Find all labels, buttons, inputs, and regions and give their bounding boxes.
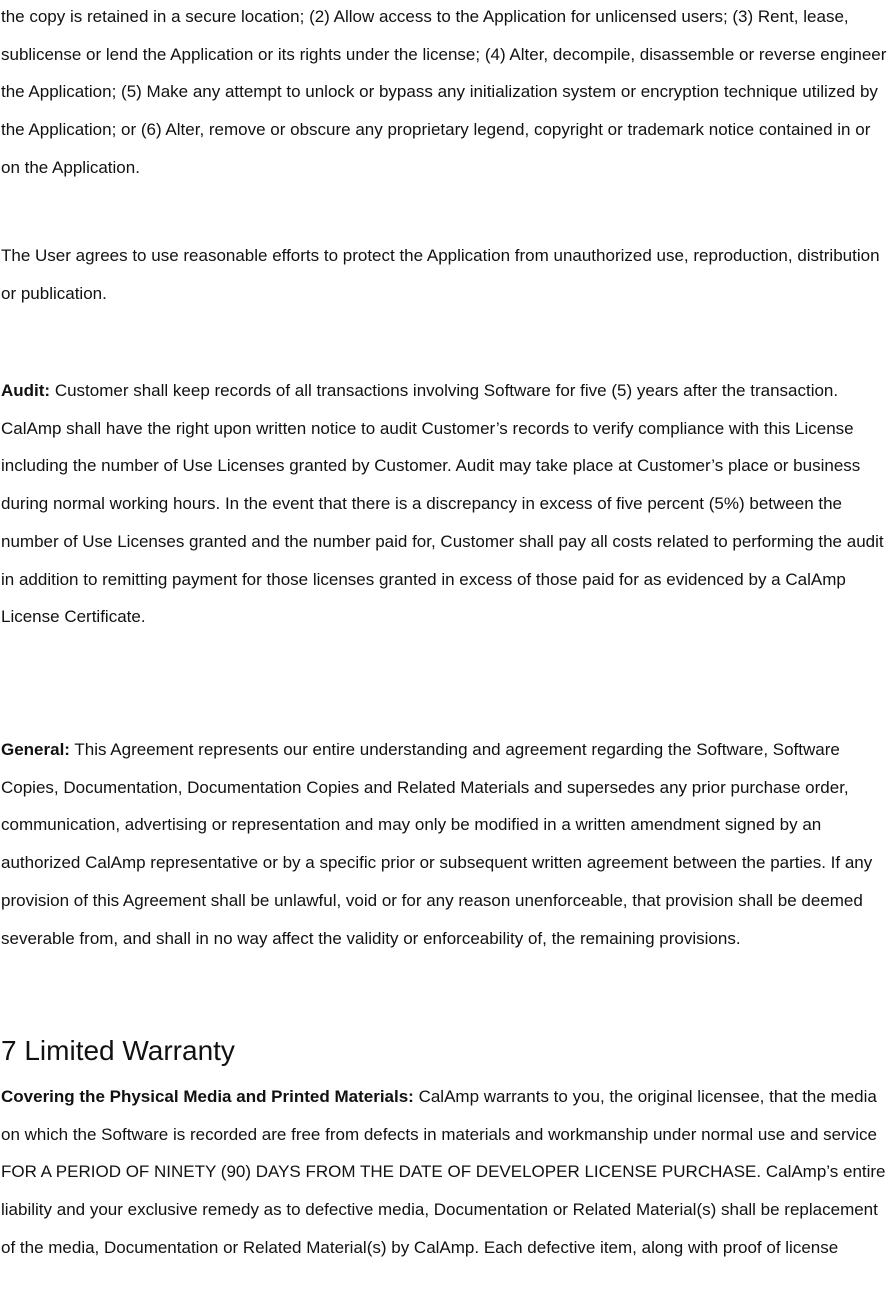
protection-paragraph bbox=[1, 237, 893, 312]
general-label: General: bbox=[1, 740, 70, 759]
general-text: This Agreement represents our entire understanding and agreement regarding the Software, Software Copies, Documentation, Documentation Copies and Related Materials and supersedes any prior purchase order, communication, advertising or representation and may only be modified in a written amendment signed by an authorized CalAmp representative or by a specific prior or subsequent written agreement between the parties. If any provision of this Agreement shall be unlawful, void or for any reason unenforceable, that provision shall be deemed severable from, and shall in no way affect the validity or enforceability of, the remaining provisions. bbox=[1, 740, 873, 948]
covering-label: Covering the Physical Media and Printed Materials: bbox=[1, 1087, 414, 1106]
protection-text: The User agrees to use reasonable efforts to protect the Application from unauthorized use, reproduction, distribution or publication. bbox=[1, 246, 880, 303]
audit-paragraph bbox=[1, 372, 893, 636]
audit-text: Customer shall keep records of all transactions involving Software for five (5) years after the transaction. CalAmp shall have the right upon written notice to audit Customer’s records to verify compliance with this License including the number of Use Licenses granted by Customer. Audit may take place at Customer’s place or business during normal working hours. In the event that there is a discrepancy in excess of five percent (5%) between the number of Use Licenses granted and the number paid for, Customer shall pay all costs related to performing the audit in addition to remitting payment for those licenses granted in excess of those paid for as evidenced by a CalAmp License Certificate. bbox=[1, 381, 884, 627]
restrictions-paragraph-continued bbox=[1, 0, 893, 187]
covering-text: CalAmp warrants to you, the original licensee, that the media on which the Software is recorded are free from defects in materials and workmanship under normal use and service FOR A PERIOD OF NINETY (90) DAYS FROM THE DATE OF DEVELOPER LICENSE PURCHASE. CalAmp’s entire liability and your exclusive remedy as to defective media, Documentation or Related Material(s) shall be replacement of the media, Documentation or Related Material(s) by CalAmp. Each defective item, along with proof of license bbox=[1, 1087, 886, 1257]
restrictions-text: the copy is retained in a secure location; (2) Allow access to the Application for unlicensed users; (3) Rent, lease, sublicense or lend the Application or its rights under the license; (4) Alter, decompile, disassemble or reverse engineer the Application; (5) Make any attempt to unlock or bypass any initialization system or encryption technique utilized by the Application; or (6) Alter, remove or obscure any proprietary legend, copyright or trademark notice contained in or on the Application. bbox=[1, 7, 887, 177]
section-heading-limited-warranty: 7 Limited Warranty bbox=[1, 1035, 235, 1066]
general-paragraph bbox=[1, 731, 893, 957]
covering-paragraph bbox=[1, 1078, 893, 1267]
audit-label: Audit: bbox=[1, 381, 51, 400]
